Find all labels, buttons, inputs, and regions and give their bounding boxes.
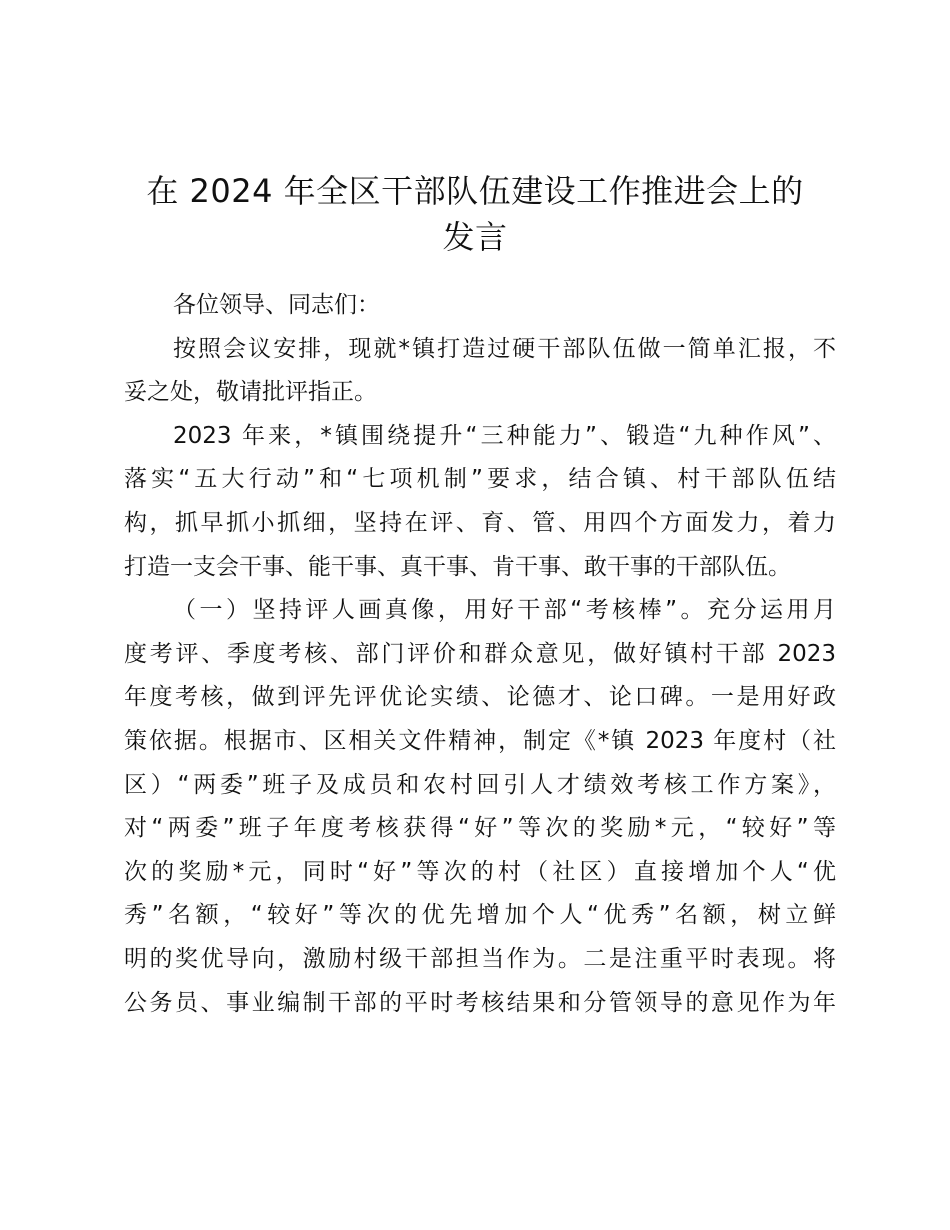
body-line: 策依据。根据市、区相关文件精神，制定《*镇 2023 年度村（社: [124, 727, 836, 754]
body-line: 公务员、事业编制干部的平时考核结果和分管领导的意见作为年: [124, 989, 836, 1016]
body-line: 明的奖优导向，激励村级干部担当作为。二是注重平时表现。将: [124, 945, 836, 972]
body-line: 次的奖励*元，同时“好”等次的村（社区）直接增加个人“优: [124, 858, 836, 885]
body-line: 按照会议安排，现就*镇打造过硬干部队伍做一简单汇报，不: [173, 335, 836, 362]
body-line: （一）坚持评人画真像，用好干部“考核棒”。充分运用月: [173, 597, 836, 624]
document-body: [124, 284, 836, 1025]
document-title: [120, 168, 830, 260]
body-line: 2023 年来，*镇围绕提升“三种能力”、锻造“九种作风”、: [173, 422, 836, 449]
title-line-2: 发言: [442, 218, 508, 256]
body-line: 区）“两委”班子及成员和农村回引人才绩效考核工作方案》，: [124, 771, 836, 798]
body-line: 秀”名额，“较好”等次的优先增加个人“优秀”名额，树立鲜: [124, 902, 836, 929]
body-line: 打造一支会干事、能干事、真干事、肯干事、敢干事的干部队伍。: [124, 553, 791, 580]
body-line: 各位领导、同志们：: [173, 292, 380, 318]
body-line: 年度考核，做到评先评优论实绩、论德才、论口碑。一是用好政: [124, 684, 836, 711]
body-line: 妥之处，敬请批评指正。: [124, 379, 377, 406]
body-line: 度考评、季度考核、部门评价和群众意见，做好镇村干部 2023: [124, 640, 836, 667]
body-line: 落实“五大行动”和“七项机制”要求，结合镇、村干部队伍结: [124, 466, 836, 493]
body-line: 构，抓早抓小抓细，坚持在评、育、管、用四个方面发力，着力: [124, 509, 836, 536]
body-line: 对“两委”班子年度考核获得“好”等次的奖励*元，“较好”等: [124, 815, 836, 842]
title-line-1: 在 2024 年全区干部队伍建设工作推进会上的: [146, 172, 804, 210]
